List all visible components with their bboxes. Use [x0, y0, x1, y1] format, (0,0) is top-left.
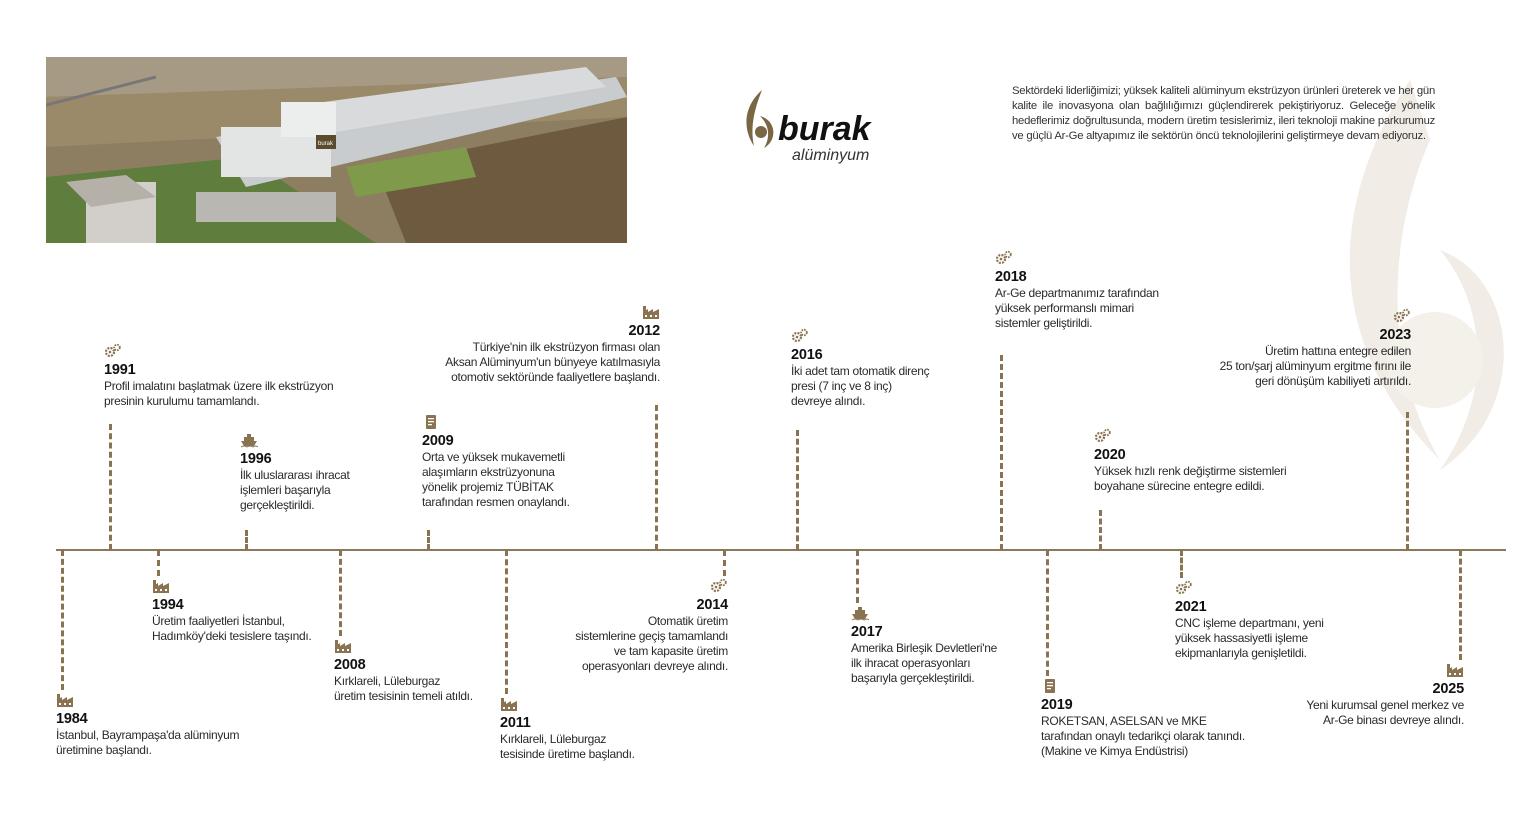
timeline-connector — [723, 550, 726, 576]
timeline-connector — [1099, 510, 1102, 550]
event-description: Yeni kurumsal genel merkez ve Ar-Ge binası devreye alındı. — [1306, 698, 1464, 727]
gears-icon — [1175, 580, 1324, 596]
timeline-connector — [245, 530, 248, 550]
timeline-event-1994 — [152, 578, 311, 644]
document-icon — [1041, 678, 1245, 694]
gears-icon — [575, 578, 728, 594]
event-description: Kırklareli, Lüleburgaz üretim tesisinin temeli atıldı. — [334, 674, 473, 703]
event-description: Türkiye'nin ilk ekstrüzyon firması olan Aksan Alüminyum'un bünyeye katılmasıyla otomotiv sektöründe faaliyetlere başlandı. — [445, 340, 660, 384]
event-description: Orta ve yüksek mukavemetli alaşımların ekstrüzyonuna yönelik projemiz TÜBİTAK tarafından resmen onaylandı. — [422, 450, 570, 509]
timeline-event-2025 — [1306, 662, 1464, 728]
timeline-connector — [61, 550, 64, 690]
timeline-connector — [796, 430, 799, 550]
event-description: CNC işleme departmanı, yeni yüksek hassasiyetli işleme ekipmanlarıyla genişletildi. — [1175, 616, 1324, 660]
event-description: Üretim hattına entegre edilen 25 ton/şarj alüminyum ergitme fırını ile geri dönüşüm kabiliyeti artırıldı. — [1219, 344, 1411, 388]
gears-icon — [1094, 428, 1286, 444]
gears-icon — [995, 250, 1159, 266]
logo-wordmark: burak — [778, 110, 871, 148]
timeline-connector — [505, 550, 508, 694]
factory-icon — [334, 638, 473, 654]
event-year: 1991 — [104, 362, 136, 378]
event-description: Kırklareli, Lüleburgaz tesisinde üretime başlandı. — [500, 732, 635, 761]
event-year: 2021 — [1175, 599, 1207, 615]
timeline-event-2009 — [422, 414, 570, 510]
document-icon — [422, 414, 570, 430]
event-description: Üretim faaliyetleri İstanbul, Hadımköy'deki tesislere taşındı. — [152, 614, 312, 643]
timeline-connector — [655, 405, 658, 550]
timeline-connector — [1046, 550, 1049, 676]
timeline-event-2021 — [1175, 580, 1324, 661]
event-year: 2012 — [628, 323, 660, 339]
timeline-connector — [427, 530, 430, 550]
timeline-event-1991 — [104, 343, 333, 409]
timeline-event-2016 — [791, 328, 929, 409]
timeline-event-2017 — [851, 605, 997, 686]
event-year: 1984 — [56, 711, 88, 727]
timeline-connector — [157, 550, 160, 576]
factory-icon — [152, 578, 311, 594]
timeline-connector — [1000, 355, 1003, 550]
intro-paragraph: Sektördeki liderliğimizi; yüksek kaliteli alüminyum ekstrüzyon ürünleri üreterek ve her gün kalite ile inovasyona olan bağlılığımızı güçlendirerek pekiştiriyoruz. Geleceğe yönelik hedeflerimiz doğrultusunda, modern üretim tesislerimiz, ileri teknoloji makine parkurumuz ve güçlü Ar-Ge altyapımız ile sektörün öncü teknolojilerini geliştirmeye devam ediyoruz. — [1012, 85, 1435, 142]
event-description: Yüksek hızlı renk değiştirme sistemleri boyahane sürecine entegre edildi. — [1094, 464, 1287, 493]
timeline-axis — [56, 549, 1506, 551]
logo-subtitle: alüminyum — [792, 147, 870, 164]
timeline-connector — [1180, 550, 1183, 578]
factory-icon — [1306, 662, 1464, 678]
event-description: Amerika Birleşik Devletleri'ne ilk ihracat operasyonları başarıyla gerçekleştirildi. — [851, 641, 998, 685]
event-description: ROKETSAN, ASELSAN ve MKE tarafından onaylı tedarikçi olarak tanındı. (Makine ve Kimya Endüstrisi) — [1041, 714, 1245, 758]
timeline-event-2011 — [500, 696, 635, 762]
timeline-event-2023 — [1220, 308, 1411, 389]
photo-sign: burak — [318, 141, 334, 147]
event-year: 2020 — [1094, 447, 1126, 463]
event-year: 2009 — [422, 433, 454, 449]
gears-icon — [1220, 308, 1411, 324]
event-year: 2008 — [334, 657, 366, 673]
timeline-connector — [1406, 412, 1409, 550]
timeline-connector — [109, 424, 112, 550]
gears-icon — [104, 343, 333, 359]
event-year: 2016 — [791, 347, 823, 363]
event-year: 2023 — [1379, 327, 1411, 343]
gears-icon — [791, 328, 929, 344]
ship-icon — [851, 605, 997, 621]
timeline-event-1984 — [56, 692, 239, 758]
timeline-event-1996 — [240, 432, 350, 513]
event-description: Otomatik üretim sistemlerine geçiş tamamlandı ve tam kapasite üretim operasyonları devreye alındı. — [575, 614, 728, 673]
event-year: 1996 — [240, 451, 272, 467]
event-description: Profil imalatını başlatmak üzere ilk ekstrüzyon presinin kurulumu tamamlandı. — [104, 379, 334, 408]
event-description: Ar-Ge departmanımız tarafından yüksek performanslı mimari sistemler geliştirildi. — [995, 286, 1159, 330]
timeline-connector — [856, 550, 859, 603]
event-year: 2017 — [851, 624, 883, 640]
event-description: İstanbul, Bayrampaşa'da alüminyum üretimine başlandı. — [56, 728, 240, 757]
burak-logo — [740, 88, 910, 168]
timeline-connector — [339, 550, 342, 636]
event-year: 1994 — [152, 597, 184, 613]
factory-aerial-photo — [46, 57, 627, 243]
timeline-event-2020 — [1094, 428, 1286, 494]
factory-icon — [56, 692, 239, 708]
event-year: 2011 — [500, 715, 531, 731]
timeline-connector — [1459, 550, 1462, 660]
event-year: 2019 — [1041, 697, 1073, 713]
ship-icon — [240, 432, 350, 448]
event-year: 2018 — [995, 269, 1027, 285]
factory-icon — [500, 696, 635, 712]
timeline-event-2012 — [445, 304, 660, 385]
event-description: İki adet tam otomatik direnç presi (7 inç ve 8 inç) devreye alındı. — [791, 364, 930, 408]
timeline-event-2008 — [334, 638, 473, 704]
timeline-event-2014 — [575, 578, 728, 674]
event-description: İlk uluslararası ihracat işlemleri başarıyla gerçekleştirildi. — [240, 468, 350, 512]
timeline-event-2018 — [995, 250, 1159, 331]
timeline-event-2019 — [1041, 678, 1245, 759]
factory-icon — [445, 304, 660, 320]
event-year: 2014 — [696, 597, 728, 613]
event-year: 2025 — [1432, 681, 1464, 697]
